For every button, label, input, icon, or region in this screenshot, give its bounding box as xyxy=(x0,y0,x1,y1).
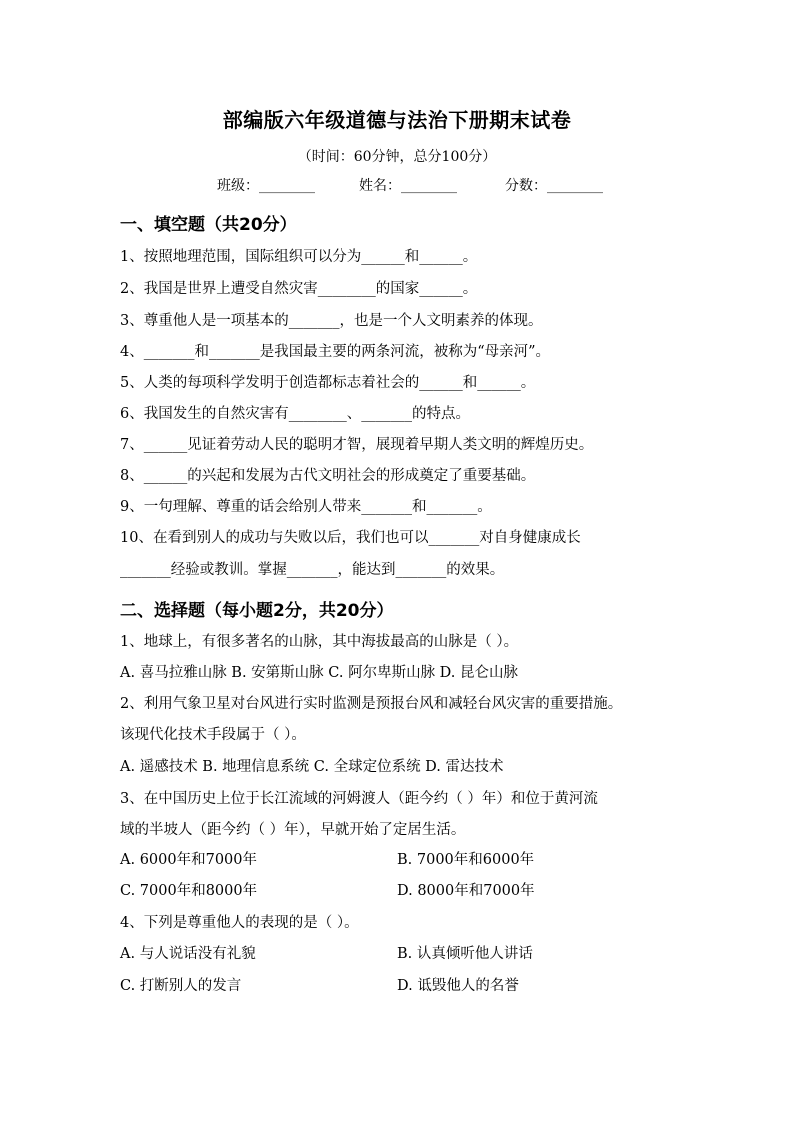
page-title: 部编版六年级道德与法治下册期末试卷 xyxy=(222,108,572,132)
fill-question-4: 4、_______和_______是我国最主要的两条河流，被称为“母亲河”。 xyxy=(120,344,551,360)
fill-question-7: 7、______见证着劳动人民的聪明才智，展现着早期人类文明的辉煌历史。 xyxy=(120,437,594,453)
choice-question-3-stem-line-1: 3、在中国历史上位于长江流域的河姆渡人（距今约（ ）年）和位于黄河流 xyxy=(120,791,598,807)
class-field: 班级：________ xyxy=(217,178,315,194)
section-heading-multiple-choice: 二、选择题（每小题2分，共20分） xyxy=(120,601,394,621)
fill-question-10-line-1: 10、在看到别人的成功与失败以后，我们也可以_______对自身健康成长 xyxy=(120,530,581,546)
fill-question-6: 6、我国发生的自然灾害有________、_______的特点。 xyxy=(120,406,470,422)
choice-question-2-options: A. 遥感技术 B. 地理信息系统 C. 全球定位系统 D. 雷达技术 xyxy=(120,759,504,775)
score-field: 分数：________ xyxy=(505,178,603,194)
choice-question-1-options: A. 喜马拉雅山脉 B. 安第斯山脉 C. 阿尔卑斯山脉 D. 昆仑山脉 xyxy=(120,665,519,681)
choice-question-4-option-b: B. 认真倾听他人讲话 xyxy=(397,946,533,962)
exam-duration-note: （时间：60分钟，总分100分） xyxy=(297,149,497,165)
choice-question-3-option-d: D. 8000年和7000年 xyxy=(397,883,535,899)
choice-question-2-stem-line-2: 该现代化技术手段属于（ ）。 xyxy=(120,727,306,743)
section-heading-fill-in: 一、填空题（共20分） xyxy=(120,215,297,235)
choice-question-4-option-d: D. 诋毁他人的名誉 xyxy=(397,978,519,994)
choice-question-3-option-a: A. 6000年和7000年 xyxy=(120,852,257,868)
choice-question-4-option-a: A. 与人说话没有礼貌 xyxy=(120,946,256,962)
choice-question-4-option-c: C. 打断别人的发言 xyxy=(120,978,242,994)
name-field: 姓名：________ xyxy=(359,178,457,194)
choice-question-3-option-c: C. 7000年和8000年 xyxy=(120,883,258,899)
choice-question-3-stem-line-2: 域的半坡人（距今约（ ）年），早就开始了定居生活。 xyxy=(120,822,466,838)
fill-question-10-line-2: _______经验或教训。掌握_______，能达到_______的效果。 xyxy=(120,562,505,578)
fill-question-3: 3、尊重他人是一项基本的_______，也是一个人文明素养的体现。 xyxy=(120,313,543,329)
choice-question-3-option-b: B. 7000年和6000年 xyxy=(397,852,535,868)
choice-question-2-stem-line-1: 2、利用气象卫星对台风进行实时监测是预报台风和减轻台风灾害的重要措施。 xyxy=(120,696,623,712)
choice-question-1-stem: 1、地球上，有很多著名的山脉，其中海拔最高的山脉是（ ）。 xyxy=(120,634,519,650)
fill-question-9: 9、一句理解、尊重的话会给别人带来_______和_______。 xyxy=(120,499,492,515)
fill-question-8: 8、______的兴起和发展为古代文明社会的形成奠定了重要基础。 xyxy=(120,468,536,484)
fill-question-1: 1、按照地理范围，国际组织可以分为______和______。 xyxy=(120,249,478,265)
fill-question-5: 5、人类的每项科学发明于创造都标志着社会的______和______。 xyxy=(120,375,536,391)
choice-question-4-stem: 4、下列是尊重他人的表现的是（ ）。 xyxy=(120,915,359,931)
fill-question-2: 2、我国是世界上遭受自然灾害________的国家______。 xyxy=(120,281,478,297)
